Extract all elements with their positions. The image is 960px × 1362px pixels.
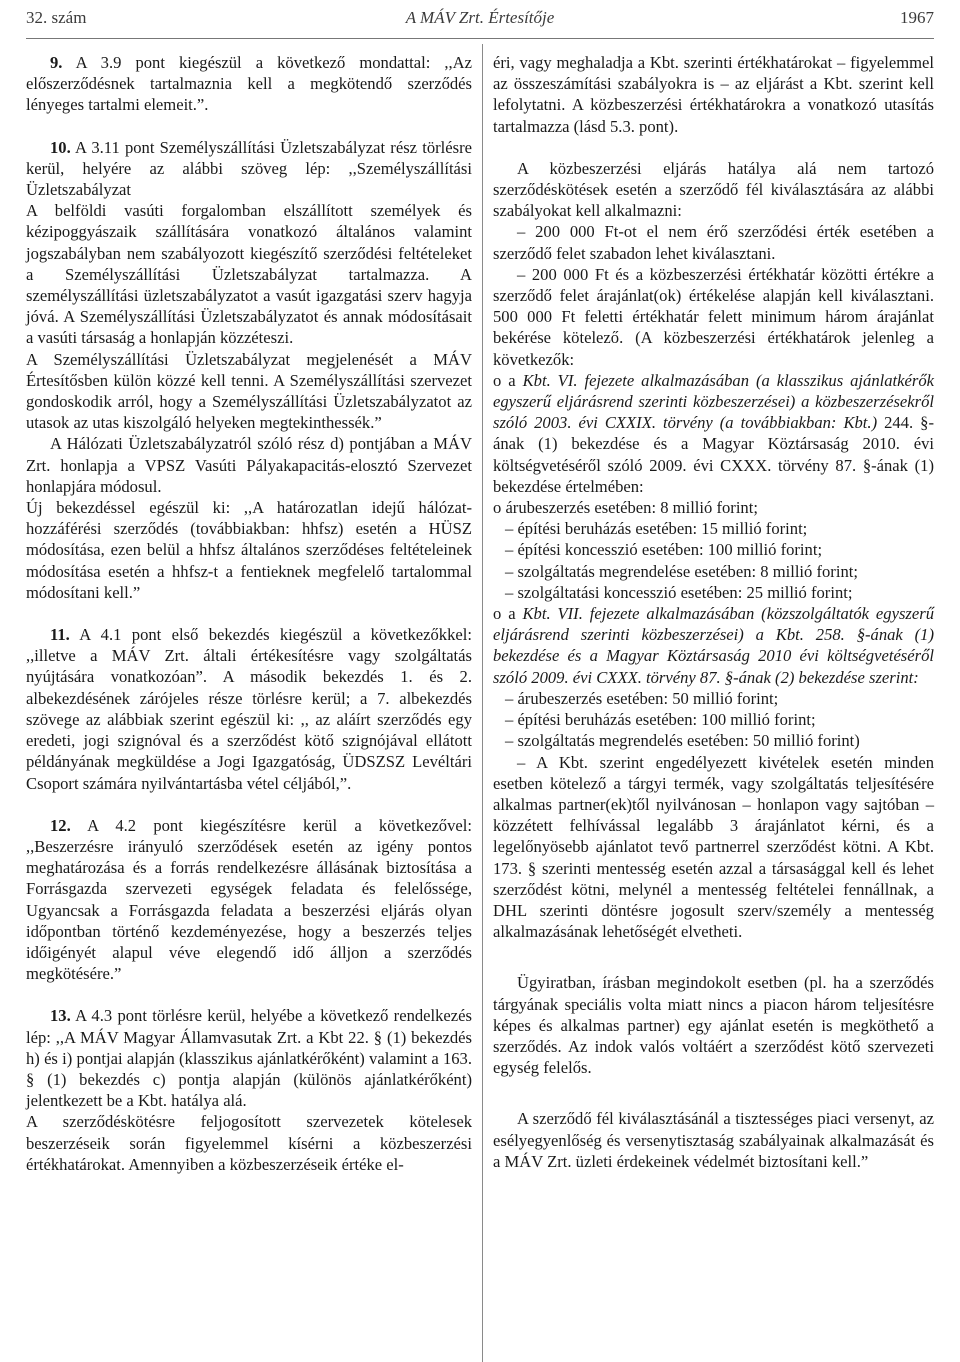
paragraph-r17: A szerződő fél kiválasztásánál a tisztességes piaci versenyt, az esélyegyenlőség és versenytisztaság szabályainak alkalmazását és a MÁV Zrt. üzleti érdekeinek védelmét biztosítani kell.” <box>493 1109 934 1171</box>
list-item: – árubeszerzés esetében: 50 millió forint; <box>505 688 779 708</box>
item-number: 10. <box>50 137 71 157</box>
journal-title: A MÁV Zrt. Értesítője <box>405 8 555 27</box>
paragraph-r5 <box>493 370 934 497</box>
paragraph-10-c: A Személyszállítási Üzletszabályzat megjelenését a MÁV Értesítősben külön közzé kell tenni. A Személyszállítási szervezet gondoskodik arról, hogy a Személyszállítási Üzletszabályzatot az utasok az utas kiszolgáló helyeken megtekinthessék.” <box>26 349 472 433</box>
paragraph-11 <box>26 624 472 794</box>
paragraph-r15: – A Kbt. szerint engedélyezett kivételek esetén minden esetben kötelező a tárgyi termék, vagy szolgáltatás teljesítésére alkalmas partner(ek)től nyilvánosan – honlapon vagy sajtóban – közzétett felhívással legalább 3 árajánlatot kérni, és a legelőnyösebb ajánlatot tevő partnerrel szerződést kötni. A Kbt. 173. § szerinti mentesség esetén azzal a társasággal kell és lehet szerződést kötni, melynél a mentesség feltételei fennállnak, a DHL szerinti döntésre jogosult szerv/személy a mentesség alkalmazásának lehetőségét elvetheti. <box>493 752 934 942</box>
right-column <box>493 52 934 1172</box>
r5-tail: 244. §-ának (1) bekezdése és a Magyar Köztársaság 2010. évi költségvetéséről szóló 2009. évi CXXX. törvény 87. §-ának (1) bekezdése értelmében: <box>493 413 934 496</box>
r11-lead: o a <box>493 604 523 624</box>
paragraph-10-d: A Hálózati Üzletszabályzatról szóló rész d) pontjában a MÁV Zrt. honlapja a VPSZ Vasúti Pályakapacitás-elosztó Szervezet honlapjára módosul. <box>26 434 472 496</box>
item-text: A 3.11 pont Személyszállítási Üzletszabályzat rész törlésre kerül, helyére az alábbi szöveg lép: ,,Személyszállítási Üzletszabályzat <box>26 137 472 200</box>
paragraph-13 <box>26 1005 472 1111</box>
list-item: – szolgáltatás megrendelés esetében: 50 millió forint) <box>505 731 860 751</box>
item-number: 13. <box>50 1006 71 1026</box>
item-text: A 4.2 pont kiegészítésre kerül a következővel: ,,Beszerzésre irányuló szerződések esetén az igény pontos meghatározása és a forrás rendelkezésre állásának biztosítása a Forrásgazda szervezeti egységek feladata és felelőssége, Ugyancsak a Forrásgazda feladata a beszerzési eljárás olyan időpontban történő kezdeményezése, hogy a beszerzés teljes időigényét alapul véve elegendő idő álljon a szerződés megkötésére.” <box>26 815 472 984</box>
item-text: A 4.1 pont első bekezdés kiegészül a következőkkel: ,,illetve a MÁV Zrt. általi értékesítésre vagy szolgáltatás nyújtására vonatkozóan”. A második bekezdés 1. és 2. albekezdésének zárójeles része törlésre kerül; a 7. albekezdés szövege az alábbiak szerint egészül ki: ,, az aláírt szerződés egy eredeti, jogi szignóval és a szerződést kötő szignójával ellátott példányának megküldése a Jogi Igazgatóság, ÜDSZSZ Levéltári Csoport számára nyilvántartásba vétel céljából,”. <box>26 625 472 793</box>
list-item: – szolgáltatási koncesszió esetében: 25 millió forint; <box>505 582 853 602</box>
r11-italic: Kbt. VII. fejezete alkalmazásában (közszolgáltatók egyszerű eljárásrend szerinti közbeszerzései) a Kbt. 258. §-ának (1) bekezdése és a Magyar Köztársaság 2010 évi költségvetéséről szóló 2009. évi CXXX. törvény 87. §-ának (2) bekezdése szerint: <box>493 604 934 687</box>
list-item: – építési beruházás esetében: 15 millió forint; <box>505 519 808 539</box>
list-item: – építési beruházás esetében: 100 millió forint; <box>505 710 816 730</box>
item-number: 11. <box>50 625 70 645</box>
paragraph-10-b: A belföldi vasúti forgalomban elszállított személyek és kézipoggyászaik szállítására vonatkozó általános valamint jogszabályban nem szabályozott kiegészítő szerződési feltételeket a Személyszállítási Üzletszabályzat tartalmazza. A személyszállítási üzletszabályzatot a vasút igazgatási szerv hagyja jóvá. A Személyszállítási Üzletszabályzatot és annak módosításait a vasúti társaság a honlapján közzéteszi. <box>26 201 472 348</box>
paragraph-r4: – 200 000 Ft és a közbeszerzési értékhatár közötti értékre a szerződő felet árajánlat(ok) értékelése alapján kell kiválasztani. 500 000 Ft feletti értékhatár felett minimum három árajánlat bekérése kötelező. (A közbeszerzési értékhatárok jelenleg a következők: <box>493 264 934 369</box>
item-text: A 4.3 pont törlésre kerül, helyébe a következő rendelkezés lép: ,,A MÁV Magyar Államvasutak Zrt. a Kbt 22. § (1) bekezdés h) és i) pontjai alapján (klasszikus ajánlatkérőként) valamint a 163. § (1) bekezdés c) pontja alapján (különös ajánlatkérőként) jelentkezett be a Kbt. hatálya alá. <box>26 1006 472 1111</box>
item-number: 9. <box>50 53 63 72</box>
paragraph-r3: – 200 000 Ft-ot el nem érő szerződési érték esetében a szerződő felet szabadon lehet kiválasztani. <box>493 222 934 263</box>
paragraph-r11 <box>493 603 934 688</box>
page-number: 1967 <box>900 8 934 27</box>
item-number: 12. <box>50 815 71 835</box>
running-header <box>26 0 934 39</box>
list-item: o árubeszerzés esetében: 8 millió forint; <box>493 498 758 518</box>
paragraph-12 <box>26 815 472 985</box>
list-item: – építési koncesszió esetében: 100 millió forint; <box>505 540 823 560</box>
column-divider <box>482 44 483 1362</box>
paragraph-9 <box>26 52 472 116</box>
paragraph-r1: éri, vagy meghaladja a Kbt. szerinti értékhatárokat – figyelemmel az összeszámítási szabályokra is – az eljárást a Kbt. szerint kell lefolytatni. A közbeszerzési értékhatárokra a vonatkozó utasítás tartalmazza (lásd 5.3. pont). <box>493 53 934 136</box>
issue-number: 32. szám <box>26 8 87 27</box>
paragraph-10 <box>26 137 472 201</box>
paragraph-r2: A közbeszerzési eljárás hatálya alá nem tartozó szerződéskötések esetén a szerződő fél kiválasztására az alábbi szabályokat kell alkalmazni: <box>493 158 934 221</box>
paragraph-10-e: Új bekezdéssel egészül ki: ,,A határozatlan idejű hálózat-hozzáférési szerződés (továbbiakban: hhfsz) esetén a HÜSZ módosítása, ezen belül a hhfsz általános szerződéses feltételeinek módosítása esetén a hhfsz-t a fentieknek megfelelő tartalommal módosítani kell.” <box>26 498 472 602</box>
item-text: A 3.9 pont kiegészül a következő mondattal: ,,Az előszerződésnek tartalmaznia kell a megkötendő szerződés lényeges tartalmi elemeit.”. <box>26 53 472 115</box>
r5-italic: Kbt. VI. fejezete alkalmazásában (a klasszikus ajánlatkérők egyszerű eljárásrend szerinti közbeszerzései) a közbeszerzésekről szóló 2003. évi CXXIX. törvény (a továbbiakban: Kbt.) <box>493 370 934 433</box>
paragraph-13-b: A szerződéskötésre feljogosított szervezetek kötelesek beszerzéseik során figyelemmel kísérni a közbeszerzési értékhatárokat. Amennyiben a közbeszerzéseik értéke el- <box>26 1112 472 1174</box>
left-column <box>26 52 472 1175</box>
r5-lead: o a <box>493 370 523 390</box>
paragraph-r16: Ügyiratban, írásban megindokolt esetben (pl. ha a szerződés tárgyának speciális volta miatt nincs a piacon három teljesítésre képes és alkalmas partner) egy ajánlat esetén is megköthető a szerződés. Az indok valós voltáért a szerződést kötő szervezeti egység felelős. <box>493 973 934 1078</box>
list-item: – szolgáltatás megrendelése esetében: 8 millió forint; <box>505 561 858 581</box>
